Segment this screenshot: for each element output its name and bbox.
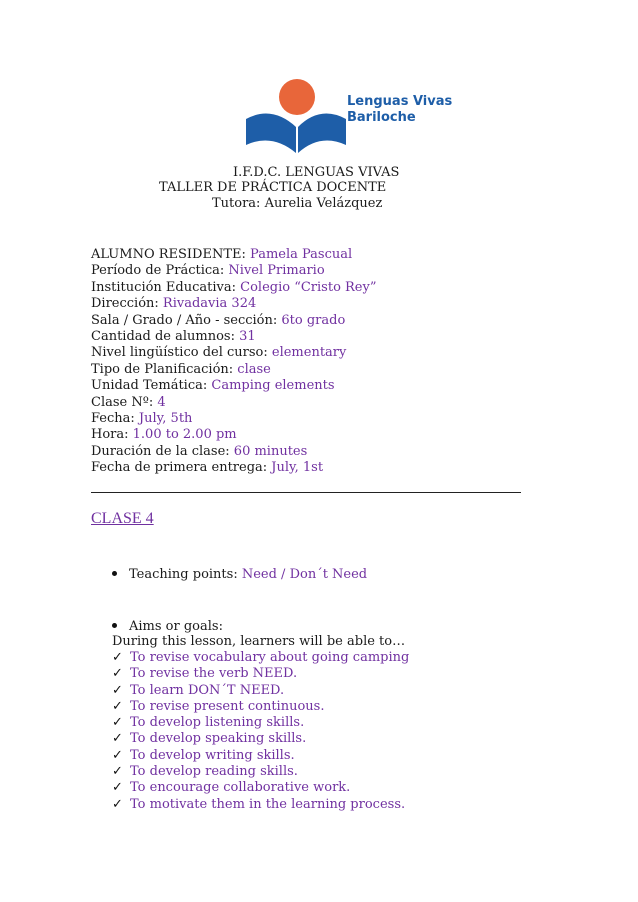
aim-text: To revise vocabulary about going camping xyxy=(130,650,410,665)
aims-list xyxy=(112,650,409,813)
checkmark-icon: ✓ xyxy=(112,796,123,812)
field-label: Hora: xyxy=(91,427,133,443)
tutor-name: Tutora: Aurelia Velázquez xyxy=(212,196,383,211)
field-label: Fecha: xyxy=(91,410,139,426)
field-label: Fecha de primera entrega: xyxy=(91,460,272,476)
field-label: Cantidad de alumnos: xyxy=(91,328,240,344)
aim-text: To develop listening skills. xyxy=(130,715,305,731)
aim-item xyxy=(112,780,409,796)
field-label: Nivel lingüístico del curso: xyxy=(91,345,272,361)
field-label: Unidad Temática: xyxy=(91,378,212,394)
aim-item xyxy=(112,797,409,813)
field-value: 60 minutes xyxy=(233,443,308,459)
field-value: 6to grado xyxy=(281,312,346,328)
logo-line-2: Bariloche xyxy=(347,110,416,125)
bullet-icon xyxy=(112,571,117,576)
aim-text: To motivate them in the learning process. xyxy=(130,796,406,812)
field-value: clase xyxy=(237,361,271,377)
aim-item xyxy=(112,683,409,699)
aim-item xyxy=(112,650,409,666)
aim-item xyxy=(112,764,409,780)
field-value: 1.00 to 2.00 pm xyxy=(132,427,237,443)
field-row xyxy=(91,362,377,378)
field-label: Período de Práctica: xyxy=(91,263,229,279)
field-row xyxy=(91,395,377,411)
checkmark-icon: ✓ xyxy=(112,698,123,714)
field-row xyxy=(91,263,377,279)
aims-label: Aims or goals: xyxy=(129,619,223,634)
field-value: Rivadavia 324 xyxy=(162,296,257,312)
field-value: Pamela Pascual xyxy=(250,247,353,262)
aim-text: To encourage collaborative work. xyxy=(130,780,351,796)
field-row xyxy=(91,247,377,263)
logo-line-1: Lenguas Vivas xyxy=(347,94,453,109)
aim-item xyxy=(112,731,409,747)
aim-item xyxy=(112,699,409,715)
field-value: Nivel Primario xyxy=(228,263,325,279)
field-label: Dirección: xyxy=(91,296,163,312)
field-value: Colegio “Cristo Rey” xyxy=(240,279,377,295)
checkmark-icon: ✓ xyxy=(112,715,123,731)
institute-name: I.F.D.C. LENGUAS VIVAS xyxy=(233,165,400,180)
info-fields xyxy=(91,247,377,476)
aims-item xyxy=(112,619,223,634)
aim-item xyxy=(112,715,409,731)
field-row xyxy=(91,411,377,427)
field-label: Tipo de Planificación: xyxy=(91,361,238,377)
checkmark-icon: ✓ xyxy=(112,747,123,763)
aim-text: To develop reading skills. xyxy=(130,764,298,780)
teaching-points-value: Need / Don´t Need xyxy=(241,567,368,582)
field-label: ALUMNO RESIDENTE: xyxy=(91,247,251,262)
checkmark-icon: ✓ xyxy=(112,650,123,665)
checkmark-icon: ✓ xyxy=(112,731,123,747)
field-value: elementary xyxy=(271,345,347,361)
field-row xyxy=(91,427,377,443)
field-label: Institución Educativa: xyxy=(91,279,241,295)
field-value: Camping elements xyxy=(211,378,335,394)
field-row xyxy=(91,460,377,476)
logo-text xyxy=(347,94,452,126)
field-row xyxy=(91,345,377,361)
aim-text: To develop speaking skills. xyxy=(130,731,307,747)
section-title: CLASE 4 xyxy=(91,510,154,527)
field-value: July, 1st xyxy=(271,460,324,476)
bullet-icon xyxy=(112,623,117,628)
aim-item xyxy=(112,666,409,682)
field-row xyxy=(91,280,377,296)
field-row xyxy=(91,378,377,394)
aim-text: To revise present continuous. xyxy=(130,698,325,714)
field-value: 4 xyxy=(157,394,166,410)
field-value: July, 5th xyxy=(138,410,193,426)
aim-text: To revise the verb NEED. xyxy=(130,666,298,682)
field-value: 31 xyxy=(239,328,256,344)
aim-text: To develop writing skills. xyxy=(130,747,295,763)
teaching-points-label: Teaching points: xyxy=(129,567,242,582)
checkmark-icon: ✓ xyxy=(112,780,123,796)
workshop-name: TALLER DE PRÁCTICA DOCENTE xyxy=(159,180,387,195)
field-row xyxy=(91,313,377,329)
field-label: Clase Nº: xyxy=(91,394,158,410)
checkmark-icon: ✓ xyxy=(112,666,123,682)
aim-text: To learn DON´T NEED. xyxy=(130,682,285,698)
aim-item xyxy=(112,748,409,764)
field-label: Duración de la clase: xyxy=(91,443,234,459)
checkmark-icon: ✓ xyxy=(112,682,123,698)
field-row xyxy=(91,296,377,312)
field-row xyxy=(91,329,377,345)
checkmark-icon: ✓ xyxy=(112,764,123,780)
aims-intro: During this lesson, learners will be able to… xyxy=(112,634,406,649)
horizontal-divider xyxy=(91,492,521,493)
teaching-points-item xyxy=(112,567,367,582)
field-label: Sala / Grado / Año - sección: xyxy=(91,312,282,328)
field-row xyxy=(91,444,377,460)
